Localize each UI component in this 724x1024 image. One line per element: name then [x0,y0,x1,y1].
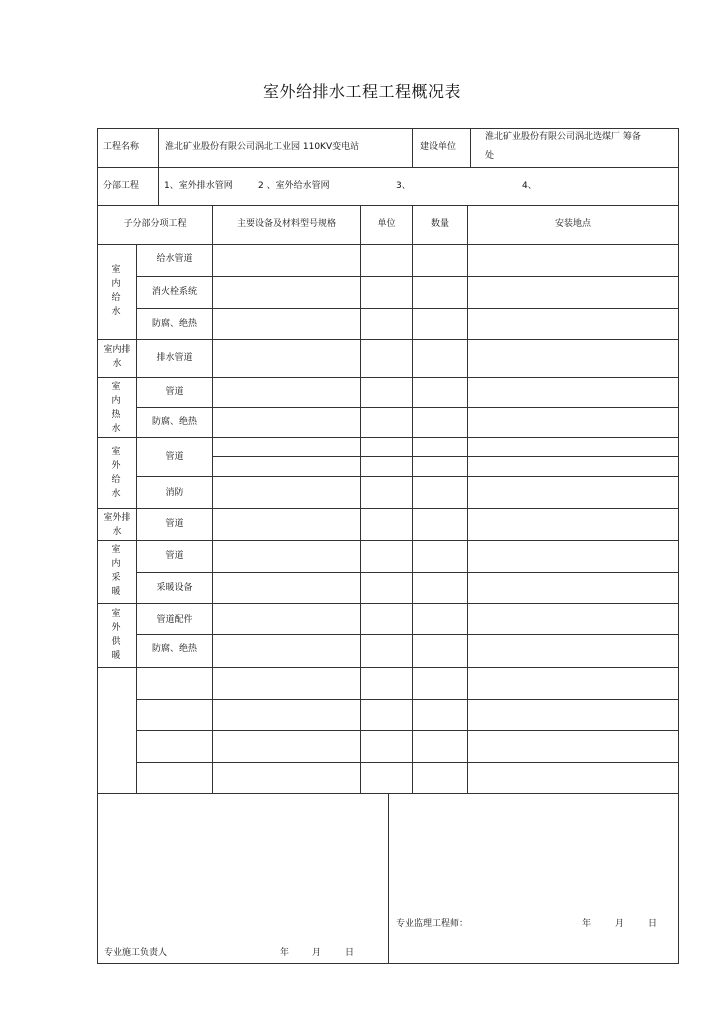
supervisor-day: 日 [648,919,658,929]
col-header-quantity: 数量 [430,219,449,229]
group-indoor-heating: 室内采暖 [111,545,121,597]
item-pipe: 管道 [165,519,184,529]
item-drainage-pipe: 排水管道 [156,353,193,363]
group-outdoor-drainage: 室外排水 [103,513,131,537]
item-pipe: 管道 [165,551,184,561]
group-indoor-water-supply: 室内给水 [111,265,121,317]
supervisor-label: 专业监理工程师： [396,919,469,929]
construction-label: 专业施工负责人 [104,948,168,958]
division-item-4: 4、 [522,181,537,191]
page-title: 室外给排水工程工程概况表 [262,82,461,101]
item-water-supply-pipe: 给水管道 [156,254,193,264]
supervisor-year: 年 [582,919,592,929]
build-unit-value-cont: 处 [485,151,495,161]
division-item-1: 1、室外排水管网 [164,181,233,191]
division-item-3: 3、 [396,181,411,191]
col-header-unit: 单位 [377,219,396,229]
group-indoor-hot-water: 室内热水 [111,382,121,434]
build-unit-label: 建设单位 [420,142,457,152]
item-anticorrosion: 防腐、绝热 [151,644,197,654]
col-header-location: 安装地点 [554,219,591,229]
project-name-label: 工程名称 [103,142,140,152]
item-pipe: 管道 [165,387,184,397]
construction-year: 年 [280,948,290,958]
item-anticorrosion: 防腐、绝热 [151,319,197,329]
group-indoor-drainage: 室内排水 [103,345,131,369]
item-pipe: 管道 [165,452,184,462]
construction-day: 日 [345,948,355,958]
item-fire-hydrant-system: 消火栓系统 [151,287,197,297]
division-item-2: 2 、室外给水管网 [258,181,330,191]
supervisor-month: 月 [615,919,625,929]
division-label: 分部工程 [103,181,140,191]
item-pipe-fittings: 管道配件 [156,615,193,625]
item-anticorrosion: 防腐、绝热 [151,417,197,427]
construction-month: 月 [312,948,322,958]
project-name-value: 淮北矿业股份有限公司涡北工业园 110KV变电站 [165,142,360,152]
item-heating-equipment: 采暖设备 [156,583,193,593]
col-header-material: 主要设备及材料型号规格 [236,219,336,229]
build-unit-value: 淮北矿业股份有限公司涡北选煤厂 筹备 [485,132,641,142]
col-header-subsection: 子分部分项工程 [123,219,187,229]
group-outdoor-water-supply: 室外给水 [111,447,121,499]
group-outdoor-heating: 室外供暖 [111,609,121,661]
item-fire-protection: 消防 [165,488,184,498]
